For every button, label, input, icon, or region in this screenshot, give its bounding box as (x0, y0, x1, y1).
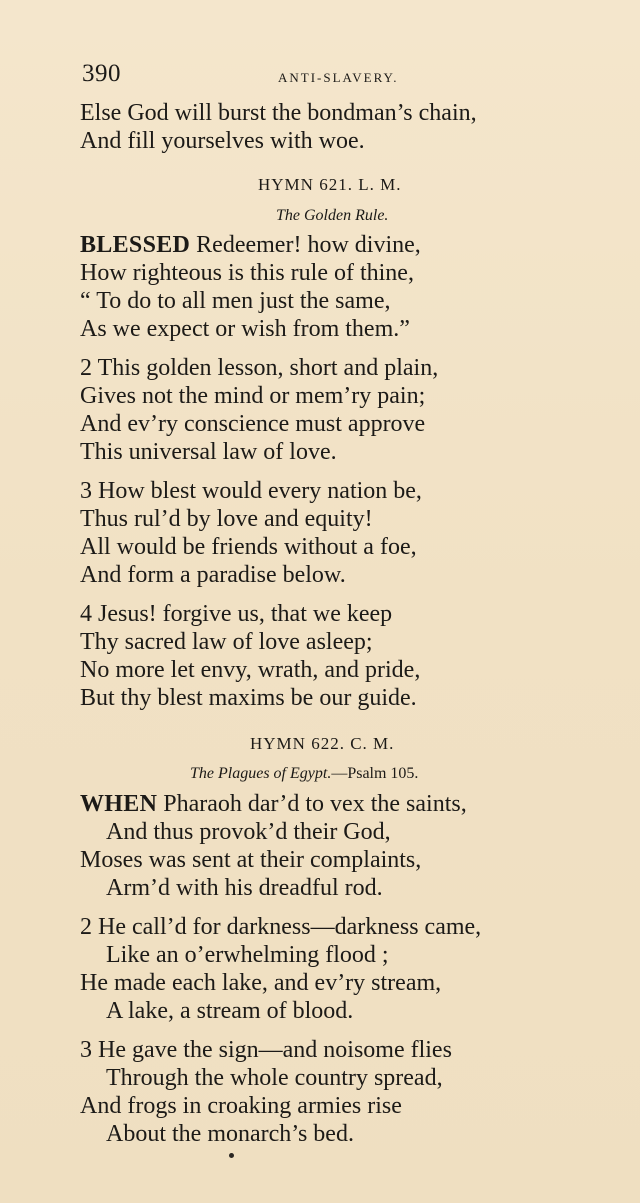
hymn-622-subtitle-text: The Plagues of Egypt. (190, 765, 332, 782)
page-number: 390 (82, 60, 121, 87)
verse-line: But thy blest maxims be our guide. (80, 685, 417, 711)
hymn-622-verse-3 (80, 1036, 580, 1148)
hymn-621-body (80, 231, 580, 723)
verse-line: And frogs in croaking armies rise (80, 1093, 402, 1119)
verse-line: “ To do to all men just the same, (80, 288, 391, 314)
carryover-verse (80, 99, 580, 155)
verse-line: Thy sacred law of love asleep; (80, 629, 373, 655)
hymn-621-verse-4 (80, 600, 580, 712)
verse-line: About the monarch’s bed. (106, 1121, 354, 1147)
hymn-622-subtitle (190, 765, 418, 783)
verse-line: No more let envy, wrath, and pride, (80, 657, 421, 683)
verse-line: As we expect or wish from them.” (80, 316, 410, 342)
hymn-621-subtitle: The Golden Rule. (276, 207, 389, 224)
hymn-622-title: HYMN 622. C. M. (250, 734, 395, 753)
verse-line: Pharaoh dar’d to vex the saints, (157, 791, 467, 817)
hymn-621-verse-1 (80, 231, 580, 343)
verse-line: 4 Jesus! forgive us, that we keep (80, 601, 393, 627)
verse-lead-word: BLESSED (80, 232, 191, 258)
verse-lead-word: WHEN (80, 791, 158, 817)
verse-line: 2 This golden lesson, short and plain, (80, 355, 439, 381)
verse-line: 2 He call’d for darkness—darkness came, (80, 914, 482, 940)
verse-line: Moses was sent at their complaints, (80, 847, 422, 873)
verse-line: A lake, a stream of blood. (106, 998, 354, 1024)
verse-line: And ev’ry conscience must approve (80, 411, 426, 437)
verse-line: And form a paradise below. (80, 562, 346, 588)
verse-line: Else God will burst the bondman’s chain, (80, 100, 477, 126)
verse-line: Thus rul’d by love and equity! (80, 506, 373, 532)
verse-line: He made each lake, and ev’ry stream, (80, 970, 442, 996)
hymn-622-body (80, 790, 580, 1159)
verse-line: Redeemer! how divine, (190, 232, 421, 258)
running-head: ANTI-SLAVERY. (278, 70, 399, 85)
hymn-622-verse-1 (80, 790, 580, 902)
verse-line: Through the whole country spread, (106, 1065, 443, 1091)
verse-line: 3 How blest would every nation be, (80, 478, 422, 504)
page-header (82, 60, 542, 92)
hymn-621-title: HYMN 621. L. M. (258, 175, 402, 194)
hymn-621-verse-2 (80, 354, 580, 466)
verse-line: Like an o’erwhelming flood ; (106, 942, 389, 968)
hymn-622-verse-2 (80, 913, 580, 1025)
verse-line: How righteous is this rule of thine, (80, 260, 414, 286)
verse-line: This universal law of love. (80, 439, 337, 465)
hymn-622-psalm-reference: —Psalm 105. (331, 765, 419, 782)
verse-line: And fill yourselves with woe. (80, 128, 365, 154)
hymn-621-verse-3 (80, 477, 580, 589)
verse-line: 3 He gave the sign—and noisome flies (80, 1037, 452, 1063)
verse-line: Arm’d with his dreadful rod. (106, 875, 383, 901)
ink-speck (229, 1153, 234, 1158)
verse-line: Gives not the mind or mem’ry pain; (80, 383, 426, 409)
verse-line: And thus provok’d their God, (106, 819, 391, 845)
verse-line: All would be friends without a foe, (80, 534, 417, 560)
